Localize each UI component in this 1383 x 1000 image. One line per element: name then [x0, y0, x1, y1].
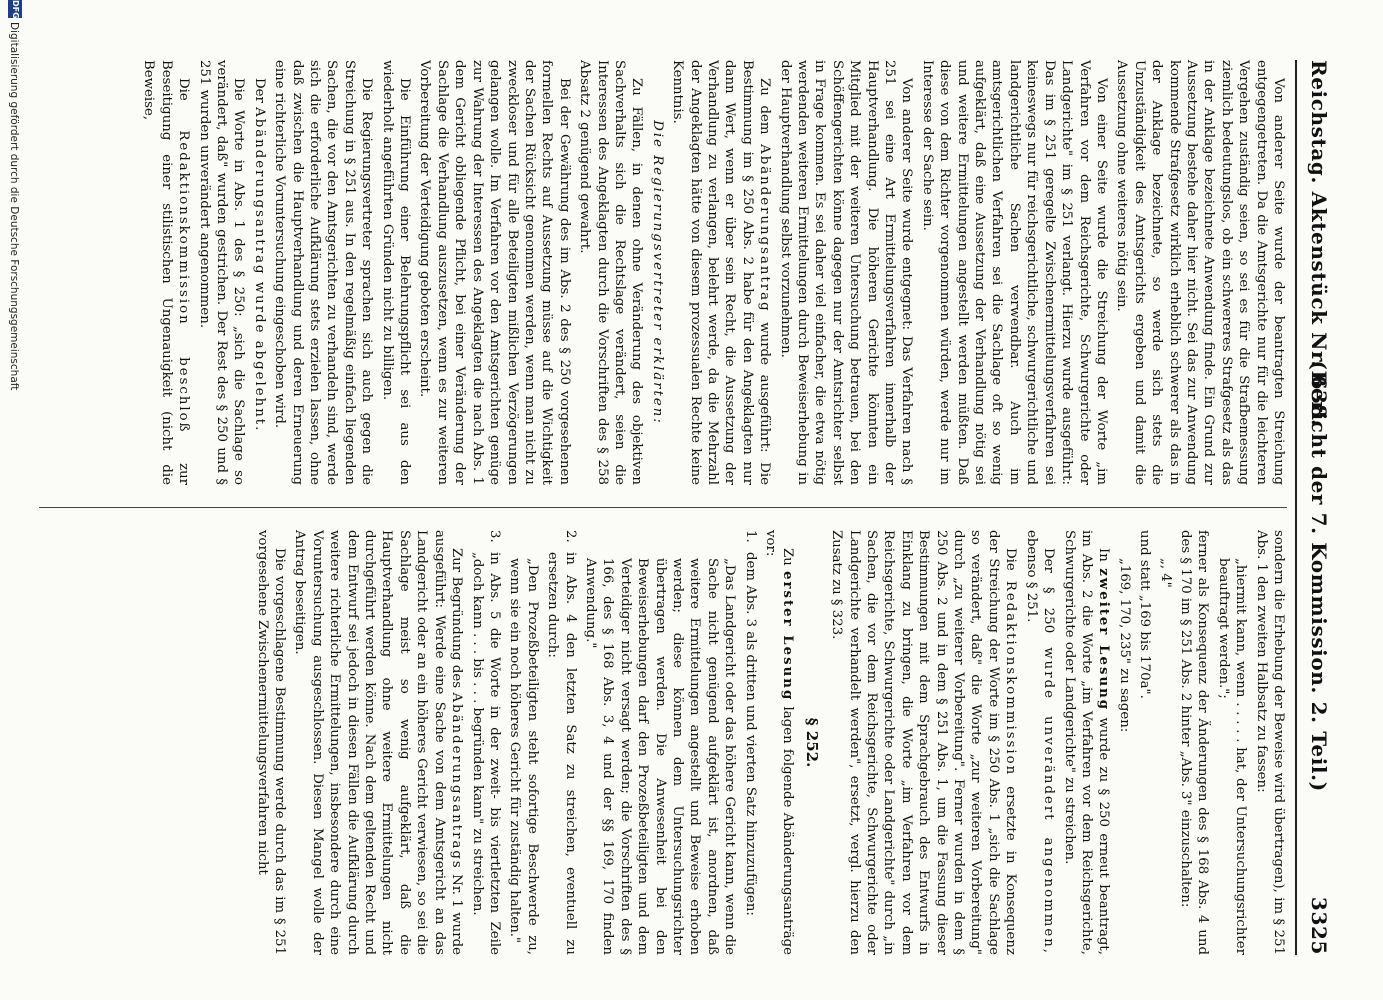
text-run: zur Beseitigung einer stilistischen Ungenauigkeit (nicht die Beweise,: [141, 60, 192, 486]
page-number: 3325: [1307, 896, 1331, 955]
quote: „169, 170, 235" zu sagen:: [1116, 558, 1132, 733]
paragraph: Die Einführung einer Belehrungspflicht sei aus den wiederholt angeführten Gründen nicht zu billigen.: [379, 60, 413, 485]
paragraph: [250, 60, 267, 485]
text-run: wurde zu § 250 erneut beantragt, im Abs. 2 die Worte „im Verfahren vor dem Reichsgerichte, Schwurgerichte oder Landgerichte" zu streichen.: [1061, 530, 1112, 955]
header-rule: [1295, 60, 1297, 955]
header-report-title: (Bericht der 7. Kommission. 2. Teil.): [1307, 360, 1331, 792]
paragraph: [669, 60, 773, 485]
footer: [3, 0, 23, 1000]
list-text: in Abs. 4 den letzten Satz zu streichen, eventuell zu ersetzen durch:: [545, 552, 578, 955]
paragraph: [1022, 530, 1057, 955]
quote: „Das Landgericht oder das höhere Gericht kann, wenn die Sache nicht genügend aufgeklärt ist, anordnen, daß weitere Ermittelungen angestellt und Beweise erhoben werden; diese können dem Untersuchungsrichter übertragen werden. Die Anwesenheit bei den Beweiserhebungen darf den Prozeßbeteiligten und dem Verteidiger nicht versagt werden; die Vorschriften des § 166, des § 168 Abs. 3, 4 und der §§ 169, 170 finden Anwendung.": [582, 558, 738, 955]
paragraph: Die vorgeschlagene Bestimmung werde durch das im § 251 vorgesehene Zwischenermittelungsverfahren nicht: [254, 530, 288, 955]
list-number: 2.: [562, 530, 578, 543]
text-run: In: [1096, 548, 1112, 569]
header-page-info: [1307, 360, 1331, 955]
spaced-text: Abänderungsantrag: [757, 144, 773, 313]
text-run: Zur Begründung des: [449, 548, 465, 693]
list-item: [468, 530, 503, 955]
spaced-text: Redaktionskommission beschloß: [176, 130, 192, 434]
quote: „hiermit kann, wenn . . . . . hat, der Untersuchungsrichter beauftragt werden.";: [1215, 558, 1249, 955]
paragraph: [762, 530, 797, 955]
paragraph: [828, 530, 1019, 955]
paragraph: Von einer Seite wurde die Streichung der Worte „im Verfahren vor dem Reichsgerichte, Schwurgerichte oder Landgerichte" im § 251 verlangt. Hierzu wurde ausgeführt: Das im § 251 geregelte Zwischenermittelungsverfahren sei keineswegs nur für reichsgerichtliche, schwurgerichtliche und landgerichtliche Sachen verwendbar. Auch im amtsgerichtlichen Verfahren sei die Sachlage oft so wenig aufgeklärt, daß eine Aussetzung der Verhandlung nötig sei und weitere Ermittelungen angestellt werden müßten. Daß diese von dem Richter vorgenommen würden, werde nur im Interesse der Sache sein.: [919, 60, 1109, 485]
spaced-text: zweiter Lesung: [1096, 568, 1112, 712]
text-run: Die: [176, 78, 192, 131]
text-run: Zu dem: [757, 78, 773, 145]
text-run: Die: [1003, 548, 1019, 581]
list-text: dem Abs. 3 als dritten und vierten Satz hinzuzufügen:: [742, 552, 758, 916]
paragraph: Die Regierungsvertreter sprachen sich auch gegen die Streichung in § 251 aus. In den regelmäßig einfach liegenden Sachen, die vor den Amtsgerichten zu verhandeln sind, werde sich die erforderliche Aufklärung stets erzielen lassen, ohne daß zwischen die Hauptverhandlung und deren Erneuerung eine richterliche Voruntersuchung eingeschoben wird.: [272, 60, 375, 485]
paragraph: [291, 530, 465, 955]
spaced-text: Redaktionskommission: [1003, 580, 1019, 777]
section-title: § 252.: [802, 717, 821, 768]
spaced-text: Abänderungsantrag wurde abgelehnt.: [251, 107, 267, 433]
paragraph-heading: Die Regierungsvertreter erklärten:: [649, 120, 665, 425]
text-run: Nr. 1 wurde ausgeführt: Werde eine Sache von dem Amtsgericht an das Landgericht oder an ein höheres Gericht verwiesen, so sei die Sachlage meist so wenig aufgeklärt, daß die Hauptverhandlung ohne weitere Ermittelungen nicht durchgeführt werden könne. Nach dem geltenden Recht und dem Entwurf sei jedoch in diesen Fällen die Aufklärung durch weitere richterliche Ermittelungen, insbesondere durch eine Voruntersuchung ausgeschlossen. Diesen Mangel wolle der Antrag beseitigen.: [292, 530, 465, 955]
page-header: [1301, 60, 1335, 955]
list-item: [741, 530, 758, 955]
column-divider: [39, 507, 1287, 508]
quote: „, 4": [1157, 558, 1173, 588]
spaced-text: erster Lesung: [780, 571, 796, 702]
paragraph: Von anderer Seite wurde der beantragten Streichung entgegengetreten. Da die Amtsgerichte nur für die leichteren Vergehen zuständig seien, so sei es für die Strafbemessung ziemlich bedeutungslos, ob ein schwereres Strafgesetz als das in der Anklage bezeichnete Anwendung finde. Ein Grund zur Aussetzung bestehe daher hier nicht. Sei das zur Anwendung kommende Strafgesetz wirklich erheblich schwerer als das in der Anklage bezeichnete, so werde sich stets die Unzuständigkeit des Amtsgerichts ergeben und damit die Aussetzung ohne weiteres nötig sein.: [1114, 60, 1286, 485]
paragraph: Bei der Gewährung des im Abs. 2 des § 250 vorgesehenen formellen Rechts auf Aussetzung müsse auf die Wichtigkeit der Sachen Rücksicht genommen werden, wenn man nicht zu zweckloser und für alle Beteiligten mißlichen Verzögerungen gelangen wolle. Im Verfahren vor den Amtsgerichten genüge zur Wahrung der Interessen des Angeklagten die nach Abs. 1 dem Gericht obliegende Pflicht, bei einer Veränderung der Sachlage die Verhandlung auszusetzen, wenn es zur weiteren Vorbereitung der Verteidigung geboten erscheint.: [417, 60, 572, 485]
right-column: [250, 530, 1287, 955]
text-run: ebenso § 251.: [1023, 530, 1039, 623]
paragraph: [140, 60, 192, 485]
text-run: Der § 250: [1041, 548, 1057, 648]
left-column: [137, 60, 1287, 485]
text-run: ersetzte in Konsequenz der Streichung der Worte im § 250 Abs. 1 „sich die Sachlage so verändert, daß" die Worte „zur weiteren Vorbereitung" durch „zu weiterer Vorbereitung". Ferner wurden in dem § 250 Abs. 2 und in dem § 251 Abs. 1, um die Fassung dieser Bestimmungen mit dem Sprachgebrauch des Entwurfs in Einklang zu bringen, die Worte „im Verfahren vor dem Reichsgerichte, Schwurgerichte oder Landgerichte" durch „in Sachen, die vor dem Reichsgerichte, Schwurgerichte oder Landgerichte verhandelt werden", ersetzt, vergl. hierzu den Zusatz zu § 323.: [829, 530, 1019, 955]
spaced-text: wurde unverändert angenommen,: [1041, 647, 1057, 955]
paragraph: ferner als Konsequenz der Änderungen des § 168 Abs. 4 und des § 170 im § 251 Abs. 2 hinter „Abs. 3" einzuschalten:: [1177, 530, 1211, 955]
paragraph: sondern die Erhebung der Beweise wird übertragen), im § 251 Abs. 1 den zweiten Halbsatz zu fassen:: [1253, 530, 1286, 955]
text-run: lagen folgende Abänderungsanträge vor:: [763, 530, 796, 955]
list-item: [544, 530, 579, 955]
footer-credit: Digitalisierung gefördert durch die Deutsche Forschungsgemeinschaft: [8, 22, 20, 391]
paragraph: Die Worte in Abs. 1 des § 250: „sich die Sachlage so verändert, daß" wurden gestrichen. Der Rest des § 250 und § 251 wurden unverändert angenommen.: [196, 60, 247, 485]
spaced-text: Abänderungsantrags: [449, 692, 465, 870]
list-number: 1.: [742, 530, 758, 543]
text-run: Zu: [780, 548, 796, 572]
header-title: Reichstag. Aktenstück Nr. 638.: [1307, 60, 1331, 427]
text-run: wurde ausgeführt: Die Bestimmung im § 250 Abs. 2 habe für den Angeklagten nur dann Wert, wenn er über sein Recht, die Aussetzung der Verhandlung zu verlangen, belehrt werde, da die Mehrzahl der Angeklagten hätte von diesem prozessualen Rechte keine Kenntnis.: [670, 60, 773, 485]
list-number: 3.: [486, 530, 502, 543]
quote: „Den Prozeßbeteiligten steht sofortige Beschwerde zu, wenn sie ein noch höheres Gericht für zuständig halten.": [507, 558, 540, 955]
paragraph: Von anderer Seite wurde entgegnet: Das Verfahren nach § 251 sei eine Art Ermittelungsverfahren innerhalb der Hauptverhandlung. Die höheren Gerichte könnten ein Mitglied mit der weiteren Untersuchung betrauen, bei den Schöffengerichten könne dagegen nur der Amtsrichter selbst in Frage kommen. Es sei daher viel einfacher, die etwa nötig werdenden weiteren Ermittelungen durch Beweiserhebung in der Hauptverhandlung selbst vorzunehmen.: [777, 60, 915, 485]
text-run: Der: [251, 78, 267, 108]
dfg-logo: DFG: [8, 0, 22, 18]
paragraph: und statt „169 bis 170a".: [1137, 530, 1153, 699]
list-text: in Abs. 5 die Worte in der zweit- bis viertletzten Zeile „doch kann . . . bis . . . begründen kann" zu streichen.: [469, 552, 502, 955]
paragraph: Zu Fällen, in denen ohne Veränderung des objektiven Sachverhalts sich die Rechtslage verändert, seien die Interessen des Angeklagten durch die Vorschriften des § 258 Absatz 2 genügend gewahrt.: [577, 60, 645, 485]
paragraph: [1060, 530, 1112, 955]
